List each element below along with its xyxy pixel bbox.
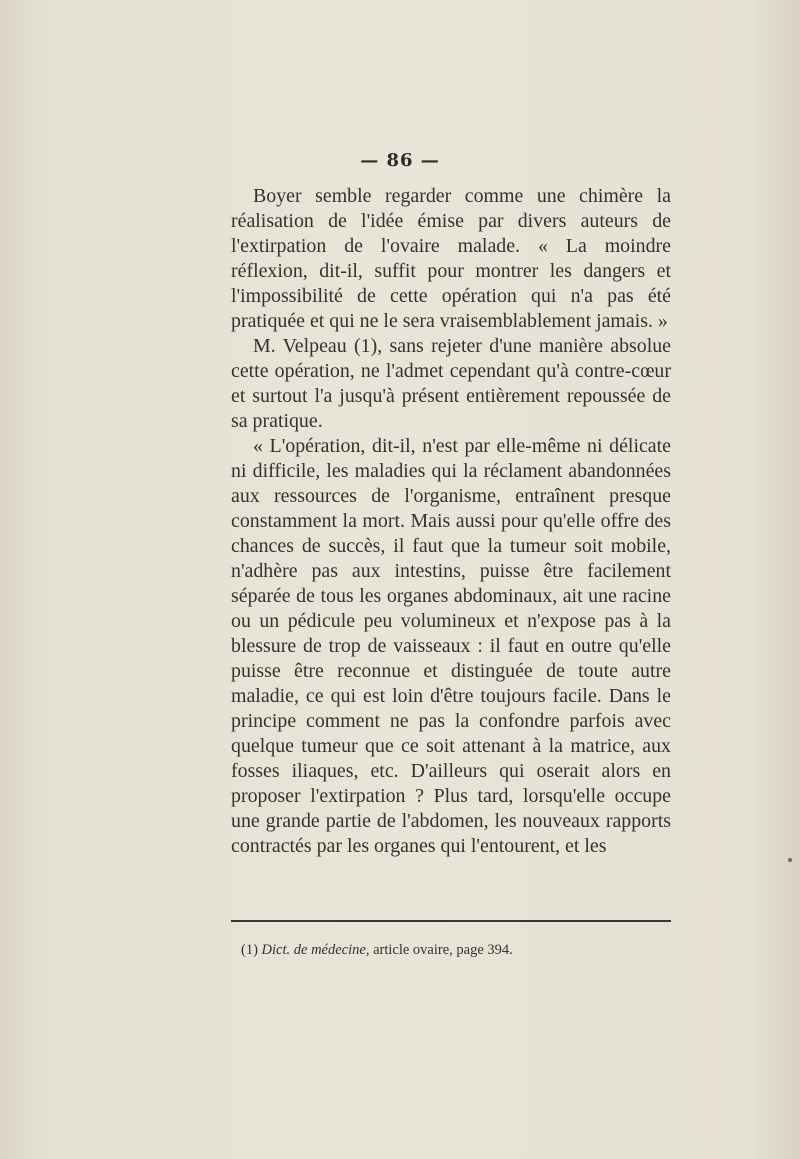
paragraph-quote: « L'opération, dit-il, n'est par elle-même ni délicate ni difficile, les maladies qui la réclament abandonnées aux ressources de l'organisme, entraînent presque constamment la mort. Mais aussi pour qu'elle offre des chances de succès, il faut que la tumeur soit mobile, n'adhère pas aux intestins, puisse être facilement séparée de tous les organes abdominaux, ait une racine ou un pédicule peu volumineux et n'expose pas à la blessure de trop de vaisseaux : il faut en outre qu'elle puisse être reconnue et distinguée de toute autre maladie, ce qui est loin d'être toujours facile. Dans le principe comment ne pas la confondre parfois avec quelque tumeur que ce soit attenant à la matrice, aux fosses iliaques, etc. D'ailleurs qui oserait alors en proposer l'extirpation ? Plus tard, lorsqu'elle occupe une grande partie de l'abdomen, les nouveaux rapports contractés par les organes qui l'entourent, et les	[231, 435, 671, 857]
page-number: — 86 —	[360, 150, 440, 171]
footnote-rule	[231, 920, 671, 922]
footnote-marker: (1)	[241, 942, 258, 958]
body-text	[231, 184, 671, 859]
paragraph-velpeau: M. Velpeau (1), sans rejeter d'une manière absolue cette opération, ne l'admet cependant qu'à contre-cœur et surtout l'a jusqu'à présent entièrement repoussée de sa pratique.	[231, 335, 671, 432]
footnote	[241, 942, 671, 959]
paragraph-boyer: Boyer semble regarder comme une chimère la réalisation de l'idée émise par divers auteurs de l'extirpation de l'ovaire malade. « La moindre réflexion, dit-il, suffit pour montrer les dangers et l'impossibilité de cette opération qui n'a pas été pratiquée et qui ne le sera vraisemblablement jamais. »	[231, 185, 671, 332]
paper-speck	[788, 858, 792, 862]
footnote-rest: , article ovaire, page 394.	[365, 942, 513, 958]
footnote-source: Dict. de médecine	[261, 942, 366, 958]
